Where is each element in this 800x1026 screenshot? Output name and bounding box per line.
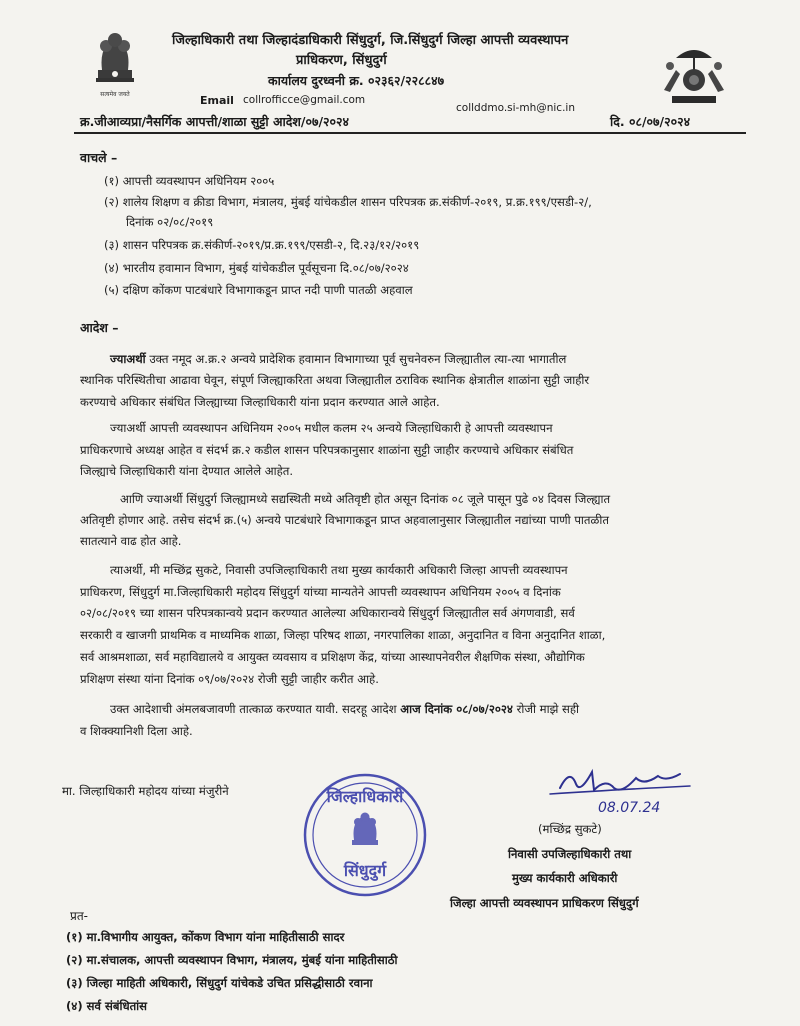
order-paragraph-5: उक्त आदेशाची अंमलबजावणी तात्काळ करण्यात यावी. सदरहू आदेश आज दिनांक ०८/०७/२०२४ रोजी माझे सही — [110, 702, 580, 716]
office-seal-stamp — [300, 770, 430, 900]
order-paragraph-4-line: सर्व आश्रमशाळा, सर्व महाविद्यालये व आयुक्त व्यवसाय व प्रशिक्षण केंद्र, यांच्या आस्थापनेवरील शैक्षणिक संस्था, औद्योगिक — [80, 650, 585, 664]
order-paragraph-2-line: प्राधिकरणाचे अध्यक्ष आहेत व संदर्भ क्र.२ कडील शासन परिपत्रकानुसार शाळांना सुट्टी जाहीर करण्याचे अधिकार संबंधित — [80, 443, 574, 457]
order-paragraph-1-line: स्थानिक परिस्थितीचा आढावा घेवून, संपूर्ण जिल्ह्याकरिता अथवा जिल्ह्यातील ठराविक स्थानिक क्षेत्रातील शाळांना सुट्टी जाहीर — [80, 373, 590, 387]
order-paragraph-3-line: अतिवृष्टी होणार आहे. तसेच संदर्भ क्र.(५) अन्वये पाटबंधारे विभागाकडून प्राप्त अहवालानुसार जिल्ह्यातील नद्यांच्या पाणी पातळीत — [80, 513, 609, 527]
signature-date: 08.07.24 — [598, 800, 661, 816]
national-emblem-icon — [84, 24, 146, 102]
stamp-top-text: जिल्हाधिकारी — [326, 787, 404, 806]
email-label: Email — [200, 94, 234, 107]
copy-recipient: (२) मा.संचालक, आपत्ती व्यवस्थापन विभाग, मंत्रालय, मुंबई यांना माहितीसाठी — [66, 953, 398, 967]
order-paragraph-1-line: करण्याचे अधिकार संबंधित जिल्ह्याच्या जिल्हाधिकारी यांना प्रदान करण्यात आले आहेत. — [80, 395, 440, 409]
read-item: (४) भारतीय हवामान विभाग, मुंबई यांचेकडील पूर्वसूचना दि.०८/०७/२०२४ — [104, 261, 409, 275]
issue-date-highlight: आज दिनांक ०८/०७/२०२४ — [400, 702, 513, 716]
copy-recipient: (३) जिल्हा माहिती अधिकारी, सिंधुदुर्ग यांचेकडे उचित प्रसिद्धीसाठी रवाना — [66, 976, 373, 990]
order-paragraph-3-line: सातत्याने वाढ होत आहे. — [80, 534, 182, 548]
header-phone-line: कार्यालय दुरध्वनी क्र. ०२३६२/२२८८४७ — [268, 73, 445, 88]
email-address-2[interactable]: collddmo.si-mh@nic.in — [456, 102, 575, 114]
order-paragraph-3: आणि ज्याअर्थी सिंधुदुर्ग जिल्ह्यामध्ये सद्यस्थिती मध्ये अतिवृष्टी होत असून दिनांक ०८ जूले पासून पुढे ०४ दिवस जिल्ह्यात — [120, 492, 611, 506]
disaster-authority-logo-icon — [656, 40, 732, 108]
copy-heading: प्रत- — [70, 909, 88, 923]
emblem-caption: सत्यमेव जयते — [100, 91, 130, 98]
order-paragraph-4-line: सरकारी व खाजगी प्राथमिक व माध्यमिक शाळा, जिल्हा परिषद शाळा, नगरपालिका शाळा, अनुदानित व विना अनुदानित शाळा, — [80, 628, 606, 642]
order-paragraph-2-line: जिल्ह्याचे जिल्हाधिकारी यांना देण्यात आलेले आहेत. — [80, 464, 294, 478]
order-heading: आदेश – — [80, 320, 119, 335]
header-office-line: जिल्हाधिकारी तथा जिल्हादंडाधिकारी सिंधुदुर्ग, जि.सिंधुदुर्ग जिल्हा आपत्ती व्यवस्थापन — [172, 33, 569, 48]
order-paragraph-4-line: प्राधिकरण, सिंधुदुर्ग मा.जिल्हाधिकारी महोदय सिंधुदुर्ग यांच्या मान्यतेने आपत्ती व्यवस्थापन अधिनियम २००५ व दिनांक — [80, 585, 561, 599]
header-divider — [74, 132, 746, 134]
order-paragraph-1: ज्याअर्थी उक्त नमूद अ.क्र.२ अन्वये प्रादेशिक हवामान विभागाच्या पूर्व सुचनेवरुन जिल्ह्यातील त्या-त्या भागातील — [110, 352, 567, 366]
order-reference-number: क्र.जीआव्यप्रा/नैसर्गिक आपत्ती/शाळा सुट्टी आदेश/०७/२०२४ — [80, 114, 350, 129]
order-paragraph-4-line: ०२/०८/२०१९ च्या शासन परिपत्रकान्वये प्रदान करण्यात आलेल्या अधिकारान्वये सिंधुदुर्ग जिल्ह्यातील सर्व अंगणवाडी, सर्व — [80, 606, 575, 620]
approval-note: मा. जिल्हाधिकारी महोदय यांच्या मंजुरीने — [62, 784, 229, 798]
read-item: (१) आपत्ती व्यवस्थापन अधिनियम २००५ — [104, 174, 275, 188]
copy-recipient: (१) मा.विभागीय आयुक्त, कोंकण विभाग यांना माहितीसाठी सादर — [66, 930, 345, 944]
read-item-continued: दिनांक ०२/०८/२०१९ — [126, 215, 214, 229]
signatory-name: (मच्छिंद्र सुकटे) — [538, 822, 602, 836]
read-item: (५) दक्षिण कोंकण पाटबंधारे विभागाकडून प्राप्त नदी पाणी पातळी अहवाल — [104, 283, 413, 297]
order-paragraph-4: त्याअर्थी, मी मच्छिंद्र सुकटे, निवासी उपजिल्हाधिकारी तथा मुख्य कार्यकारी अधिकारी जिल्हा आपत्ती व्यवस्थापन — [110, 563, 568, 577]
order-paragraph-4-line: प्रशिक्षण संस्था यांना दिनांक ०९/०७/२०२४ रोजी सुट्टी जाहीर करीत आहे. — [80, 672, 379, 686]
signatory-title: जिल्हा आपत्ती व्यवस्थापन प्राधिकरण सिंधुदुर्ग — [450, 896, 639, 910]
signatory-title: मुख्य कार्यकारी अधिकारी — [512, 871, 618, 885]
paragraph-lead-word: ज्याअर्थी — [110, 352, 146, 366]
order-paragraph-5-line: व शिक्क्यानिशी दिला आहे. — [80, 724, 193, 738]
email-address-1[interactable]: collrofficce@gmail.com — [243, 94, 366, 106]
order-date: दि. ०८/०७/२०२४ — [610, 114, 691, 129]
read-heading: वाचले – — [80, 150, 118, 165]
header-authority-line: प्राधिकरण, सिंधुदुर्ग — [296, 53, 387, 68]
signatory-title: निवासी उपजिल्हाधिकारी तथा — [508, 847, 632, 861]
read-item: (३) शासन परिपत्रक क्र.संकीर्ण-२०१९/प्र.क्र.१९९/एसडी-२, दि.२३/१२/२०१९ — [104, 238, 420, 252]
order-paragraph-2: ज्याअर्थी आपत्ती व्यवस्थापन अधिनियम २००५ मधील कलम २५ अन्वये जिल्हाधिकारी हे आपत्ती व्यवस्थापन — [110, 421, 553, 435]
copy-recipient: (४) सर्व संबंधितांस — [66, 999, 148, 1013]
handwritten-signature-icon — [540, 760, 710, 820]
stamp-bottom-text: सिंधुदुर्ग — [343, 861, 387, 880]
read-item: (२) शालेय शिक्षण व क्रीडा विभाग, मंत्रालय, मुंबई यांचेकडील शासन परिपत्रक क्र.संकीर्ण-२०१९, प्र.क्र.१९९/एसडी-२/, — [104, 195, 592, 209]
